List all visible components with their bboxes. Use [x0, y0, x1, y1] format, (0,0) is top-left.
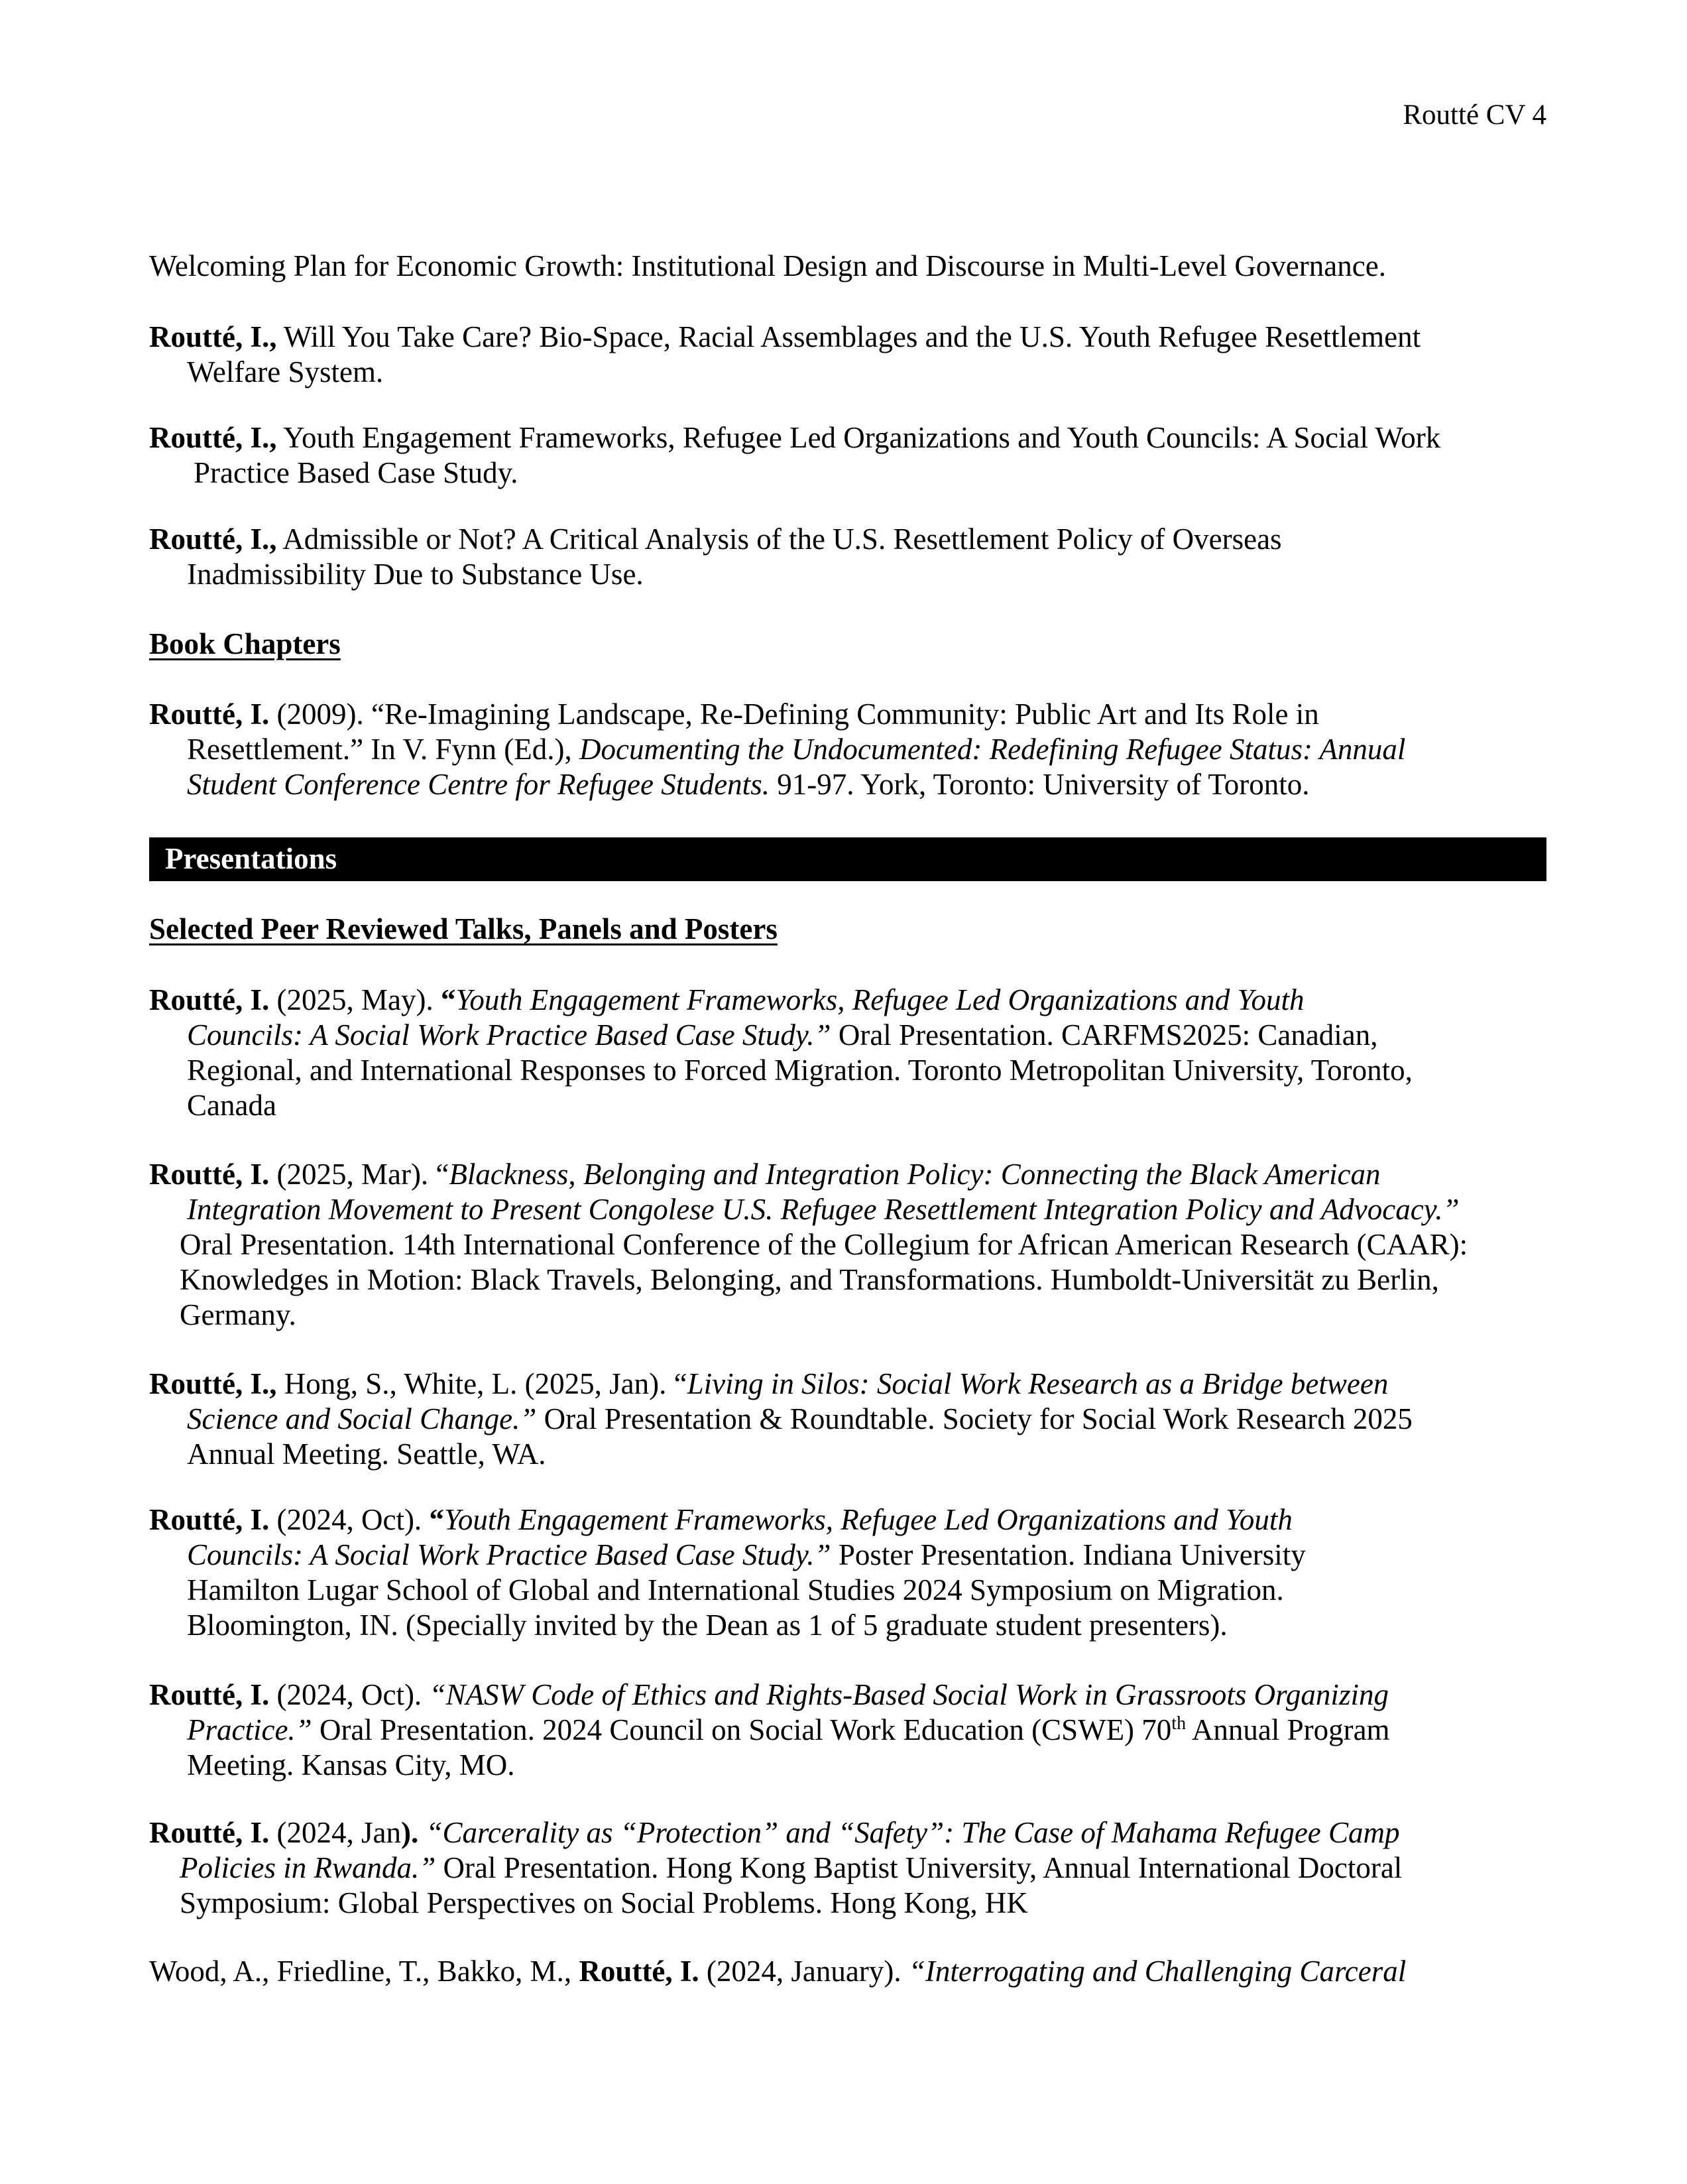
section-title: Presentations [165, 842, 337, 875]
manuscript-entry: Routté, I., Youth Engagement Frameworks, Refugee Led Organizations and Youth Councils: A Social Work Practice Based Case Study. [149, 421, 1441, 489]
manuscript-entry: Routté, I., Admissible or Not? A Critical Analysis of the U.S. Resettlement Policy of Overseas Inadmissibility Due to Substance Use. [149, 522, 1282, 591]
author-name: Routté, I. [149, 983, 270, 1016]
manuscript-entry: Routté, I., Will You Take Care? Bio-Space, Racial Assemblages and the U.S. Youth Refugee Resettlement Welfare System. [149, 320, 1421, 389]
presentation-entry: Routté, I. (2024, Jan). “Carcerality as “Protection” and “Safety”: The Case of Mahama Refugee Camp Policies in Rwanda.” Oral Presentation. Hong Kong Baptist University, Annual International Doctoral Symposium: Global Perspectives on Social Problems. Hong Kong, HK [149, 1816, 1403, 1919]
presentation-entry: Routté, I. (2025, Mar). “Blackness, Belonging and Integration Policy: Connecting the Black American Integration Movement to Present Congolese U.S. Refugee Resettlement Integration Policy and Advocacy.” Oral Presentation. 14th International Conference of the Collegium for African American Research (CAAR): Knowledges in Motion: Black Travels, Belonging, and Transformations. Humboldt-Universität zu Berlin, Germany. [149, 1158, 1468, 1331]
page-header: Routté CV 4 [1403, 99, 1546, 131]
presentation-entry: Routté, I. (2024, Oct). “NASW Code of Ethics and Rights-Based Social Work in Grassroots Organizing Practice.” Oral Presentation. 2024 Council on Social Work Education (CSWE) 70th Annual Program Meeting. Kansas City, MO. [149, 1678, 1390, 1782]
author-name: Routté, I. [579, 1955, 699, 1988]
author-name: Routté, I. [149, 1503, 270, 1536]
book-chapters-heading: Book Chapters [149, 627, 341, 660]
presentation-entry: Wood, A., Friedline, T., Bakko, M., Routté, I. (2024, January). “Interrogating and Challenging Carceral [149, 1955, 1407, 1988]
author-name: Routté, I., [149, 1367, 277, 1400]
author-name: Routté, I., [149, 320, 277, 353]
book-chapter-entry: Routté, I. (2009). “Re-Imagining Landscape, Re-Defining Community: Public Art and Its Role in Resettlement.” In V. Fynn (Ed.), Documenting the Undocumented: Redefining Refugee Status: Annual Student Conference Centre for Refugee Students. 91-97. York, Toronto: University of Toronto. [149, 698, 1406, 801]
author-name: Routté, I. [149, 698, 270, 731]
author-name: Routté, I. [149, 1678, 270, 1711]
presentation-entry: Routté, I. (2025, May). “Youth Engagement Frameworks, Refugee Led Organizations and Youth Councils: A Social Work Practice Based Case Study.” Oral Presentation. CARFMS2025: Canadian, Regional, and International Responses to Forced Migration. Toronto Metropolitan University, Toronto, Canada [149, 983, 1413, 1122]
author-name: Routté, I. [149, 1816, 270, 1849]
author-name: Routté, I. [149, 1158, 270, 1191]
author-name: Routté, I., [149, 522, 277, 556]
presentations-subheading: Selected Peer Reviewed Talks, Panels and Posters [149, 912, 778, 945]
continued-title: Welcoming Plan for Economic Growth: Institutional Design and Discourse in Multi-Level Governance. [149, 249, 1386, 282]
presentation-entry: Routté, I., Hong, S., White, L. (2025, Jan). “Living in Silos: Social Work Research as a Bridge between Science and Social Change.” Oral Presentation & Roundtable. Society for Social Work Research 2025 Annual Meeting. Seattle, WA. [149, 1367, 1413, 1471]
presentation-entry: Routté, I. (2024, Oct). “Youth Engagement Frameworks, Refugee Led Organizations and Youth Councils: A Social Work Practice Based Case Study.” Poster Presentation. Indiana University Hamilton Lugar School of Global and International Studies 2024 Symposium on Migration. Bloomington, IN. (Specially invited by the Dean as 1 of 5 graduate student presenters). [149, 1503, 1306, 1642]
author-name: Routté, I., [149, 421, 277, 454]
presentations-section-bar [149, 837, 1546, 881]
